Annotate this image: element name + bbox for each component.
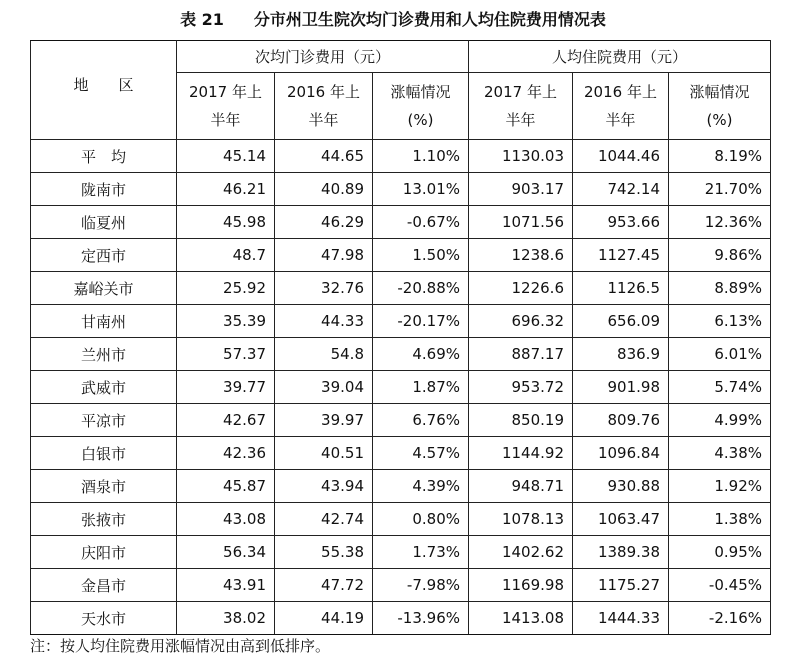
table-row [31, 404, 771, 437]
cell-op-change: -13.96% [373, 602, 469, 635]
cell-ip-change: 4.99% [669, 404, 771, 437]
table-row [31, 536, 771, 569]
cell-op-2017: 35.39 [177, 305, 275, 338]
cell-ip-2017: 903.17 [469, 173, 573, 206]
cell-area: 白银市 [31, 437, 177, 470]
cell-op-2017: 25.92 [177, 272, 275, 305]
table-row [31, 272, 771, 305]
cell-ip-2017: 1169.98 [469, 569, 573, 602]
cell-op-2017: 45.14 [177, 140, 275, 173]
header-region: 地 区 [31, 41, 177, 140]
cell-op-2017: 43.08 [177, 503, 275, 536]
cell-op-change: -20.17% [373, 305, 469, 338]
table-row [31, 338, 771, 371]
cell-op-2016: 32.76 [275, 272, 373, 305]
cell-ip-2016: 953.66 [573, 206, 669, 239]
cell-ip-2016: 901.98 [573, 371, 669, 404]
cell-ip-change: 1.92% [669, 470, 771, 503]
cell-op-2016: 39.97 [275, 404, 373, 437]
cell-op-2017: 57.37 [177, 338, 275, 371]
cell-ip-2017: 1413.08 [469, 602, 573, 635]
cell-ip-2016: 1127.45 [573, 239, 669, 272]
cell-op-2016: 46.29 [275, 206, 373, 239]
cell-area: 平 均 [31, 140, 177, 173]
cell-op-change: 4.39% [373, 470, 469, 503]
cell-op-2017: 45.98 [177, 206, 275, 239]
cell-area: 嘉峪关市 [31, 272, 177, 305]
table-row [31, 371, 771, 404]
cell-op-2016: 55.38 [275, 536, 373, 569]
cell-op-change: 0.80% [373, 503, 469, 536]
header-ip-change: 涨幅情况(%) [669, 73, 771, 140]
table-row [31, 470, 771, 503]
cell-op-change: 1.50% [373, 239, 469, 272]
cell-ip-change: 6.13% [669, 305, 771, 338]
header-ip-2016: 2016 年上半年 [573, 73, 669, 140]
cell-ip-change: 0.95% [669, 536, 771, 569]
cell-ip-change: 4.38% [669, 437, 771, 470]
cell-op-change: 1.87% [373, 371, 469, 404]
cell-ip-2017: 696.32 [469, 305, 573, 338]
cell-op-change: -7.98% [373, 569, 469, 602]
table-row [31, 305, 771, 338]
table-row [31, 206, 771, 239]
header-outpatient-group: 次均门诊费用（元） [177, 41, 469, 73]
cell-ip-change: 5.74% [669, 371, 771, 404]
cell-op-2016: 40.51 [275, 437, 373, 470]
header-op-change: 涨幅情况(%) [373, 73, 469, 140]
cell-op-change: 1.73% [373, 536, 469, 569]
cell-op-2017: 39.77 [177, 371, 275, 404]
table-body [31, 140, 771, 635]
header-inpatient-group: 人均住院费用（元） [469, 41, 771, 73]
cell-ip-2017: 1144.92 [469, 437, 573, 470]
cell-ip-2017: 948.71 [469, 470, 573, 503]
table-note: 注：按人均住院费用涨幅情况由高到低排序。 [30, 637, 331, 655]
cell-ip-2016: 1096.84 [573, 437, 669, 470]
cell-area: 张掖市 [31, 503, 177, 536]
cell-ip-2016: 742.14 [573, 173, 669, 206]
cell-op-change: 4.69% [373, 338, 469, 371]
table-title-text: 分市州卫生院次均门诊费用和人均住院费用情况表 [253, 10, 606, 29]
cell-op-2016: 43.94 [275, 470, 373, 503]
table-row [31, 569, 771, 602]
cell-area: 金昌市 [31, 569, 177, 602]
cell-area: 兰州市 [31, 338, 177, 371]
cell-op-2017: 38.02 [177, 602, 275, 635]
cell-op-change: -0.67% [373, 206, 469, 239]
table-row [31, 437, 771, 470]
cell-op-2017: 42.67 [177, 404, 275, 437]
header-op-2016: 2016 年上半年 [275, 73, 373, 140]
cell-op-2017: 45.87 [177, 470, 275, 503]
cell-ip-2016: 656.09 [573, 305, 669, 338]
cell-ip-2017: 850.19 [469, 404, 573, 437]
cell-op-2016: 44.33 [275, 305, 373, 338]
cell-area: 庆阳市 [31, 536, 177, 569]
cell-op-2017: 42.36 [177, 437, 275, 470]
cell-op-2016: 54.8 [275, 338, 373, 371]
cell-ip-change: 1.38% [669, 503, 771, 536]
table-row [31, 173, 771, 206]
cell-area: 临夏州 [31, 206, 177, 239]
header-op-2017: 2017 年上半年 [177, 73, 275, 140]
cell-op-change: 13.01% [373, 173, 469, 206]
cell-op-2016: 47.98 [275, 239, 373, 272]
table-row [31, 503, 771, 536]
cell-op-2016: 40.89 [275, 173, 373, 206]
cell-ip-2016: 836.9 [573, 338, 669, 371]
table-row [31, 140, 771, 173]
cell-ip-2016: 809.76 [573, 404, 669, 437]
cell-op-2017: 46.21 [177, 173, 275, 206]
cell-area: 武威市 [31, 371, 177, 404]
cell-ip-2016: 1175.27 [573, 569, 669, 602]
cell-ip-change: 9.86% [669, 239, 771, 272]
cell-ip-change: 8.89% [669, 272, 771, 305]
cell-ip-change: 21.70% [669, 173, 771, 206]
cell-op-2016: 42.74 [275, 503, 373, 536]
cell-area: 酒泉市 [31, 470, 177, 503]
cell-area: 定西市 [31, 239, 177, 272]
cell-ip-2017: 1238.6 [469, 239, 573, 272]
cell-area: 天水市 [31, 602, 177, 635]
cell-area: 甘南州 [31, 305, 177, 338]
table-number: 表 21 [180, 10, 224, 29]
cell-ip-change: 6.01% [669, 338, 771, 371]
cell-op-2017: 48.7 [177, 239, 275, 272]
cell-op-2016: 44.19 [275, 602, 373, 635]
cell-ip-2016: 1044.46 [573, 140, 669, 173]
cell-ip-2016: 930.88 [573, 470, 669, 503]
cell-ip-change: 12.36% [669, 206, 771, 239]
cell-ip-2017: 1402.62 [469, 536, 573, 569]
cell-area: 平凉市 [31, 404, 177, 437]
cell-area: 陇南市 [31, 173, 177, 206]
cell-op-2016: 47.72 [275, 569, 373, 602]
cell-ip-2017: 887.17 [469, 338, 573, 371]
cell-op-2017: 43.91 [177, 569, 275, 602]
cell-ip-2017: 1226.6 [469, 272, 573, 305]
cell-ip-change: -2.16% [669, 602, 771, 635]
cell-ip-change: -0.45% [669, 569, 771, 602]
cell-ip-2016: 1389.38 [573, 536, 669, 569]
cell-op-2016: 39.04 [275, 371, 373, 404]
cell-ip-2016: 1063.47 [573, 503, 669, 536]
cell-op-change: 1.10% [373, 140, 469, 173]
cell-op-change: -20.88% [373, 272, 469, 305]
cell-ip-2017: 1078.13 [469, 503, 573, 536]
table-row [31, 602, 771, 635]
cell-ip-2017: 1130.03 [469, 140, 573, 173]
cell-ip-2016: 1444.33 [573, 602, 669, 635]
cell-ip-2016: 1126.5 [573, 272, 669, 305]
cell-op-2016: 44.65 [275, 140, 373, 173]
header-ip-2017: 2017 年上半年 [469, 73, 573, 140]
cell-op-2017: 56.34 [177, 536, 275, 569]
table-row [31, 239, 771, 272]
cell-ip-change: 8.19% [669, 140, 771, 173]
cell-op-change: 4.57% [373, 437, 469, 470]
cell-ip-2017: 1071.56 [469, 206, 573, 239]
cell-op-change: 6.76% [373, 404, 469, 437]
table-title [0, 6, 786, 34]
cell-ip-2017: 953.72 [469, 371, 573, 404]
cost-table [30, 40, 771, 635]
